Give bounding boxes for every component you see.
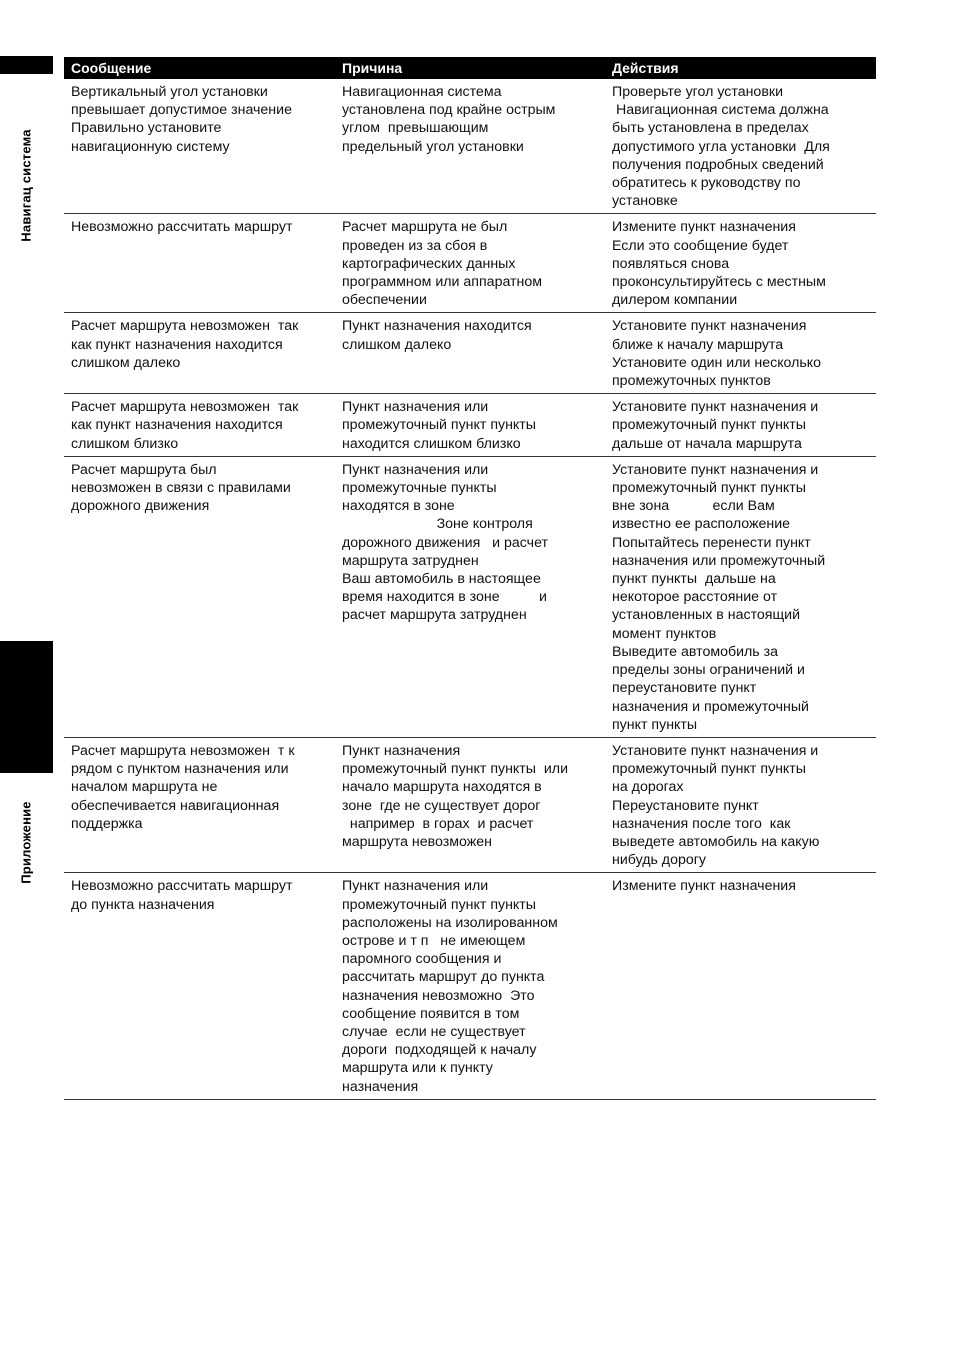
cell-text-line: обратитесь к руководству по bbox=[612, 175, 801, 192]
cell-text-line: Установите пункт назначения и bbox=[612, 742, 819, 759]
cell-text-line: установлена под крайне острым bbox=[342, 102, 556, 119]
cell-text-line: рядом с пунктом назначения или bbox=[71, 761, 289, 778]
cell-text-line: назначения или промежуточный bbox=[612, 552, 826, 569]
cell-text-line: Установите пункт назначения bbox=[612, 318, 807, 335]
cell-text-line: Пункт назначения или bbox=[342, 461, 489, 478]
cell-text-line: углом превышающим bbox=[342, 120, 489, 137]
cause-cell bbox=[335, 737, 605, 872]
cell-text-line: промежуточный пункт пункты bbox=[342, 417, 536, 434]
cell-text-line: допустимого угла установки Для bbox=[612, 138, 830, 155]
table-row bbox=[64, 456, 876, 737]
cell-text-line: находятся в зоне bbox=[342, 498, 455, 515]
cell-text-line: Расчет маршрута невозможен т к bbox=[71, 742, 295, 759]
action-cell bbox=[605, 79, 876, 214]
cell-text-line: маршрута невозможен bbox=[342, 833, 492, 850]
cell-text-line: ближе к началу маршрута bbox=[612, 336, 784, 353]
cell-text-line: проведен из за сбоя в bbox=[342, 237, 488, 254]
message-cell bbox=[64, 873, 335, 1099]
cell-text-line: началом маршрута не bbox=[71, 779, 218, 796]
table-row bbox=[64, 737, 876, 872]
cell-text-line: картографических данных bbox=[342, 255, 516, 272]
action-cell bbox=[605, 313, 876, 394]
section-tab-marker bbox=[0, 56, 53, 74]
cell-text-line: слишком далеко bbox=[71, 354, 181, 371]
cell-text-line: нибудь дорогу bbox=[612, 852, 707, 869]
cell-text-line: установленных в настоящий bbox=[612, 607, 800, 624]
cell-text-line: расчет маршрута затруднен bbox=[342, 607, 527, 624]
header-cause: Причина bbox=[335, 57, 605, 79]
cell-text-line: зоне где не существует дорог bbox=[342, 797, 541, 814]
cell-text-line: например в горах и расчет bbox=[342, 815, 534, 832]
cell-text-line: промежуточный пункт пункты bbox=[612, 761, 806, 778]
cause-cell bbox=[335, 873, 605, 1099]
cell-text-line: Зоне контроля bbox=[342, 516, 533, 533]
cell-text-line: момент пунктов bbox=[612, 625, 717, 642]
table-header-row bbox=[64, 57, 876, 79]
cell-text-line: Расчет маршрута был bbox=[71, 461, 217, 478]
cell-text-line: маршрута затруднен bbox=[342, 552, 479, 569]
cell-text-line: предельный угол установки bbox=[342, 138, 524, 155]
cell-text-line: известно ее расположение bbox=[612, 516, 791, 533]
cell-text-line: слишком далеко bbox=[342, 336, 452, 353]
cell-text-line: Пункт назначения или bbox=[342, 878, 489, 895]
action-cell bbox=[605, 214, 876, 313]
cell-text-line: дорожного движения и расчет bbox=[342, 534, 548, 551]
cell-text-line: находится слишком близко bbox=[342, 435, 521, 452]
message-cell bbox=[64, 214, 335, 313]
cell-text-line: пункт пункты дальше на bbox=[612, 571, 776, 588]
cell-text-line: превышает допустимое значение bbox=[71, 102, 292, 119]
section-label-navigation: Навигац система bbox=[19, 128, 34, 242]
cell-text-line: Невозможно рассчитать маршрут bbox=[71, 878, 293, 895]
cell-text-line: некоторое расстояние от bbox=[612, 589, 778, 606]
cell-text-line: острове и т п не имеющем bbox=[342, 932, 526, 949]
cell-text-line: пункт пункты bbox=[612, 716, 698, 733]
cell-text-line: время находится в зоне и bbox=[342, 589, 547, 606]
cell-text-line: Попытайтесь перенести пункт bbox=[612, 534, 811, 551]
cell-text-line: обеспечивается навигационная bbox=[71, 797, 280, 814]
appendix-tab-marker bbox=[0, 641, 53, 773]
cell-text-line: назначения после того как bbox=[612, 815, 791, 832]
cell-text-line: назначения невозможно Это bbox=[342, 987, 535, 1004]
cell-text-line: Расчет маршрута невозможен так bbox=[71, 318, 299, 335]
message-cell bbox=[64, 79, 335, 214]
cell-text-line: расположены на изолированном bbox=[342, 914, 558, 931]
cell-text-line: проконсультируйтесь с местным bbox=[612, 274, 826, 291]
table-body bbox=[64, 79, 876, 1099]
cell-text-line: Пункт назначения bbox=[342, 742, 461, 759]
cell-text-line: до пункта назначения bbox=[71, 896, 215, 913]
cell-text-line: назначения bbox=[342, 1078, 419, 1095]
cell-text-line: случае если не существует bbox=[342, 1023, 526, 1040]
cause-cell bbox=[335, 214, 605, 313]
action-cell bbox=[605, 737, 876, 872]
message-cell bbox=[64, 737, 335, 872]
cell-text-line: Навигационная система bbox=[342, 84, 502, 100]
table-row bbox=[64, 873, 876, 1099]
cell-text-line: Измените пункт назначения bbox=[612, 219, 796, 236]
cell-text-line: дорожного движения bbox=[71, 498, 210, 515]
cell-text-line: вне зона если Вам bbox=[612, 498, 775, 515]
message-cell bbox=[64, 394, 335, 457]
cell-text-line: дилером компании bbox=[612, 292, 738, 309]
cell-text-line: пределы зоны ограничений и bbox=[612, 662, 805, 679]
cell-text-line: дальше от начала маршрута bbox=[612, 435, 802, 452]
table-row bbox=[64, 214, 876, 313]
error-messages-table bbox=[64, 57, 876, 1100]
cell-text-line: сообщение появится в том bbox=[342, 1005, 520, 1022]
table-row bbox=[64, 394, 876, 457]
header-action: Действия bbox=[605, 57, 876, 79]
cell-text-line: появляться снова bbox=[612, 255, 730, 272]
cell-text-line: Навигационная система должна bbox=[612, 102, 829, 119]
cell-text-line: обеспечении bbox=[342, 292, 427, 309]
cell-text-line: Установите пункт назначения и bbox=[612, 399, 819, 416]
cell-text-line: навигационную систему bbox=[71, 138, 230, 155]
cell-text-line: Переустановите пункт bbox=[612, 797, 759, 814]
cell-text-line: назначения и промежуточный bbox=[612, 698, 809, 715]
table-row bbox=[64, 79, 876, 214]
action-cell bbox=[605, 873, 876, 1099]
cell-text-line: быть установлена в пределах bbox=[612, 120, 809, 137]
message-cell bbox=[64, 456, 335, 737]
cell-text-line: Проверьте угол установки bbox=[612, 84, 783, 100]
cell-text-line: промежуточный пункт пункты bbox=[612, 417, 806, 434]
cell-text-line: Вертикальный угол установки bbox=[71, 84, 268, 100]
cell-text-line: Невозможно рассчитать маршрут bbox=[71, 219, 293, 236]
cause-cell bbox=[335, 456, 605, 737]
cell-text-line: Выведите автомобиль за bbox=[612, 643, 779, 660]
cell-text-line: промежуточные пункты bbox=[342, 480, 497, 497]
cell-text-line: Если это сообщение будет bbox=[612, 237, 789, 254]
cell-text-line: программном или аппаратном bbox=[342, 274, 543, 291]
cell-text-line: поддержка bbox=[71, 815, 143, 832]
action-cell bbox=[605, 394, 876, 457]
cell-text-line: Установите один или несколько bbox=[612, 354, 822, 371]
cell-text-line: Ваш автомобиль в настоящее bbox=[342, 571, 541, 588]
cell-text-line: Пункт назначения или bbox=[342, 399, 489, 416]
cell-text-line: Пункт назначения находится bbox=[342, 318, 532, 335]
cell-text-line: начало маршрута находятся в bbox=[342, 779, 542, 796]
cell-text-line: переустановите пункт bbox=[612, 680, 757, 697]
cell-text-line: паромного сообщения и bbox=[342, 951, 502, 968]
cell-text-line: слишком близко bbox=[71, 435, 179, 452]
table-row bbox=[64, 313, 876, 394]
cell-text-line: невозможен в связи с правилами bbox=[71, 480, 291, 497]
cell-text-line: промежуточных пунктов bbox=[612, 373, 771, 390]
cell-text-line: промежуточный пункт пункты bbox=[342, 896, 536, 913]
header-message: Сообщение bbox=[64, 57, 335, 79]
action-cell bbox=[605, 456, 876, 737]
cell-text-line: как пункт назначения находится bbox=[71, 417, 283, 434]
cell-text-line: рассчитать маршрут до пункта bbox=[342, 969, 545, 986]
cell-text-line: как пункт назначения находится bbox=[71, 336, 283, 353]
cause-cell bbox=[335, 79, 605, 214]
cell-text-line: Расчет маршрута не был bbox=[342, 219, 508, 236]
cell-text-line: на дорогах bbox=[612, 779, 684, 796]
cell-text-line: установке bbox=[612, 193, 678, 210]
cell-text-line: получения подробных сведений bbox=[612, 156, 824, 173]
cell-text-line: маршрута или к пункту bbox=[342, 1060, 493, 1077]
cause-cell bbox=[335, 394, 605, 457]
cell-text-line: промежуточный пункт пункты или bbox=[342, 761, 569, 778]
cell-text-line: Правильно установите bbox=[71, 120, 222, 137]
cell-text-line: выведете автомобиль на какую bbox=[612, 833, 820, 850]
cell-text-line: Измените пункт назначения bbox=[612, 878, 796, 895]
cell-text-line: Расчет маршрута невозможен так bbox=[71, 399, 299, 416]
section-label-appendix: Приложение bbox=[19, 801, 35, 884]
cell-text-line: Установите пункт назначения и bbox=[612, 461, 819, 478]
cell-text-line: дороги подходящей к началу bbox=[342, 1042, 537, 1059]
cell-text-line: промежуточный пункт пункты bbox=[612, 480, 806, 497]
message-cell bbox=[64, 313, 335, 394]
cause-cell bbox=[335, 313, 605, 394]
